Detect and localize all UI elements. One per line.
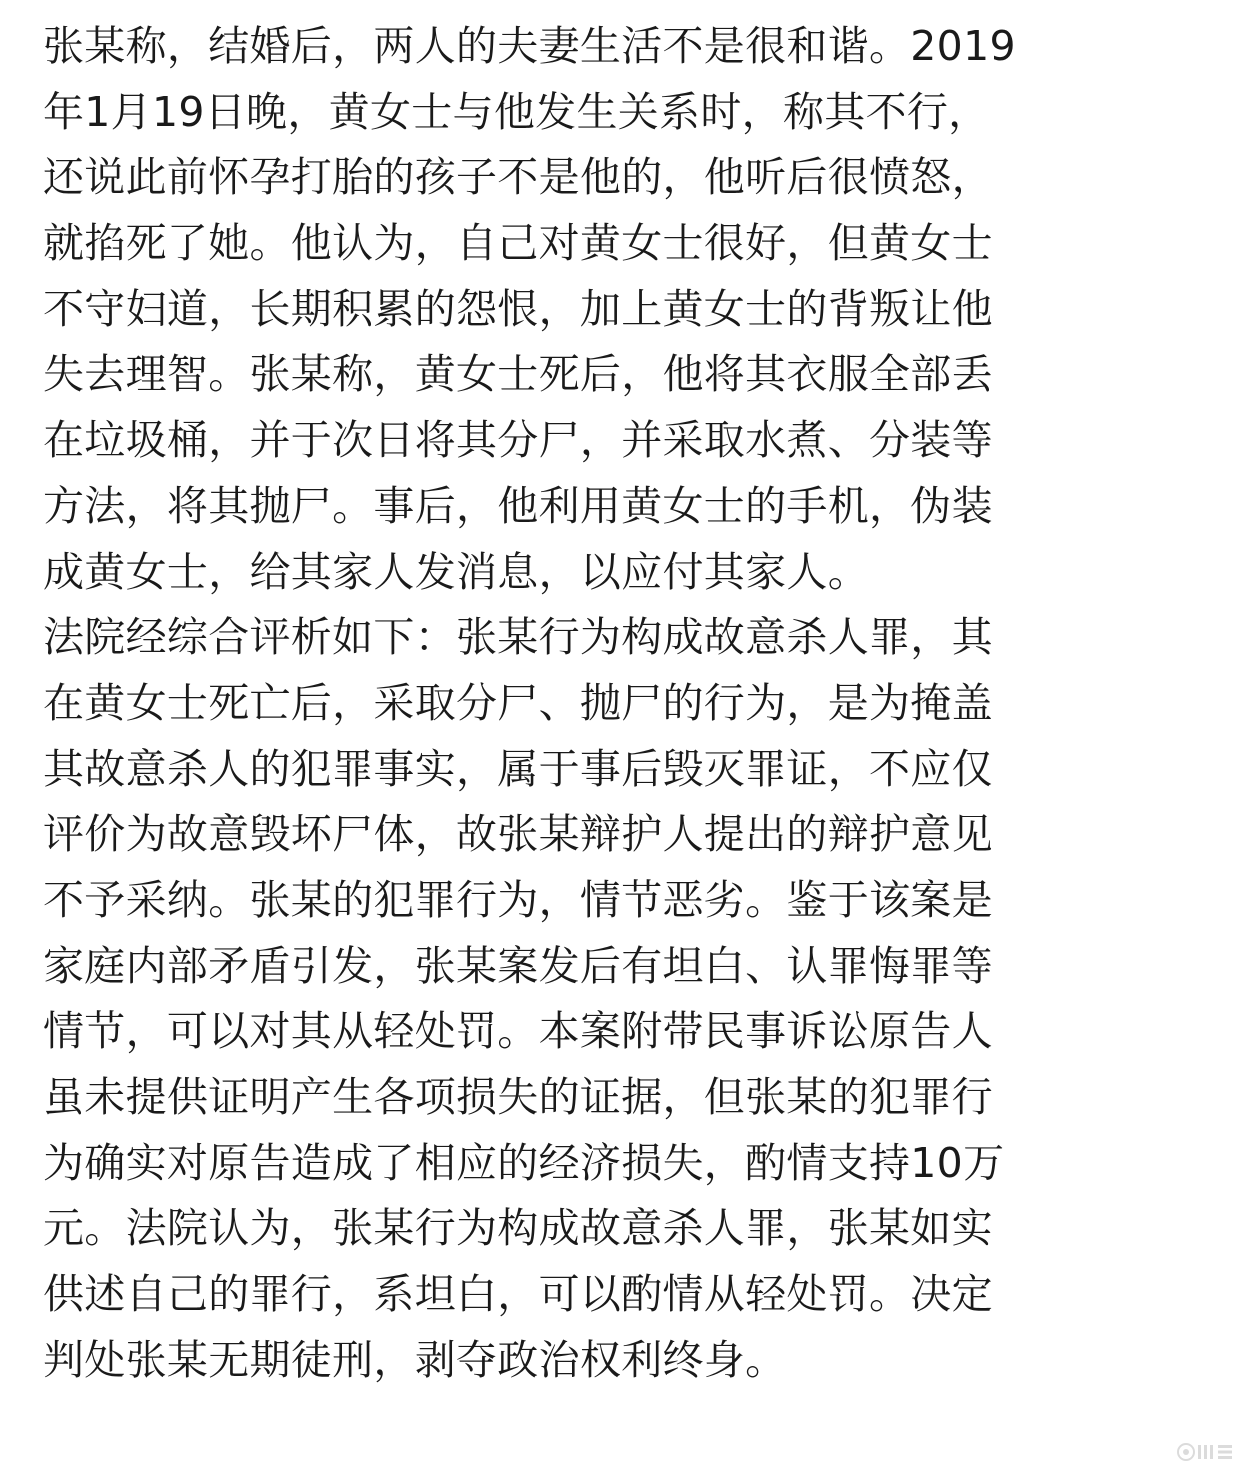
text-line: 张某称，结婚后，两人的夫妻生活不是很和谐。2019 [43, 22, 1016, 70]
text-line: 其故意杀人的犯罪事实，属于事后毁灭罪证，不应仅 [43, 744, 993, 793]
weibo-watermark-icon [1174, 1437, 1236, 1465]
article-text [43, 14, 1223, 1393]
text-line: 为确实对原告造成了相应的经济损失，酌情支持10万 [43, 1138, 1005, 1187]
text-line: 虽未提供证明产生各项损失的证据，但张某的犯罪行 [43, 1073, 993, 1121]
text-line: 判处张某无期徒刑，剥夺政治权利终身。 [43, 1335, 787, 1384]
text-line: 家庭内部矛盾引发，张某案发后有坦白、认罪悔罪等 [43, 941, 993, 990]
text-line: 法院经综合评析如下：张某行为构成故意杀人罪，其 [43, 613, 993, 662]
text-line: 不守妇道，长期积累的怨恨，加上黄女士的背叛让他 [43, 284, 993, 333]
text-line: 元。法院认为，张某行为构成故意杀人罪，张某如实 [43, 1204, 993, 1253]
text-line: 年1月19日晚，黄女士与他发生关系时，称其不行， [43, 87, 990, 136]
text-line: 情节，可以对其从轻处罚。本案附带民事诉讼原告人 [43, 1007, 993, 1056]
watermark-glyph-icon [1176, 1439, 1236, 1463]
text-line: 供述自己的罪行，系坦白，可以酌情从轻处罚。决定 [43, 1270, 993, 1319]
text-line: 评价为故意毁坏尸体，故张某辩护人提出的辩护意见 [43, 810, 993, 859]
text-line: 在黄女士死亡后，采取分尸、抛尸的行为，是为掩盖 [43, 678, 993, 727]
text-line: 就掐死了她。他认为，自己对黄女士很好，但黄女士 [43, 219, 993, 268]
text-line: 在垃圾桶，并于次日将其分尸，并采取水煮、分装等 [43, 416, 993, 465]
text-line: 成黄女士，给其家人发消息，以应付其家人。 [43, 547, 869, 596]
text-line: 还说此前怀孕打胎的孩子不是他的，他听后很愤怒， [43, 153, 993, 202]
text-line: 失去理智。张某称，黄女士死后，他将其衣服全部丢 [43, 350, 993, 399]
text-line: 方法，将其抛尸。事后，他利用黄女士的手机，伪装 [43, 481, 993, 530]
text-line: 不予采纳。张某的犯罪行为，情节恶劣。鉴于该案是 [43, 875, 993, 924]
